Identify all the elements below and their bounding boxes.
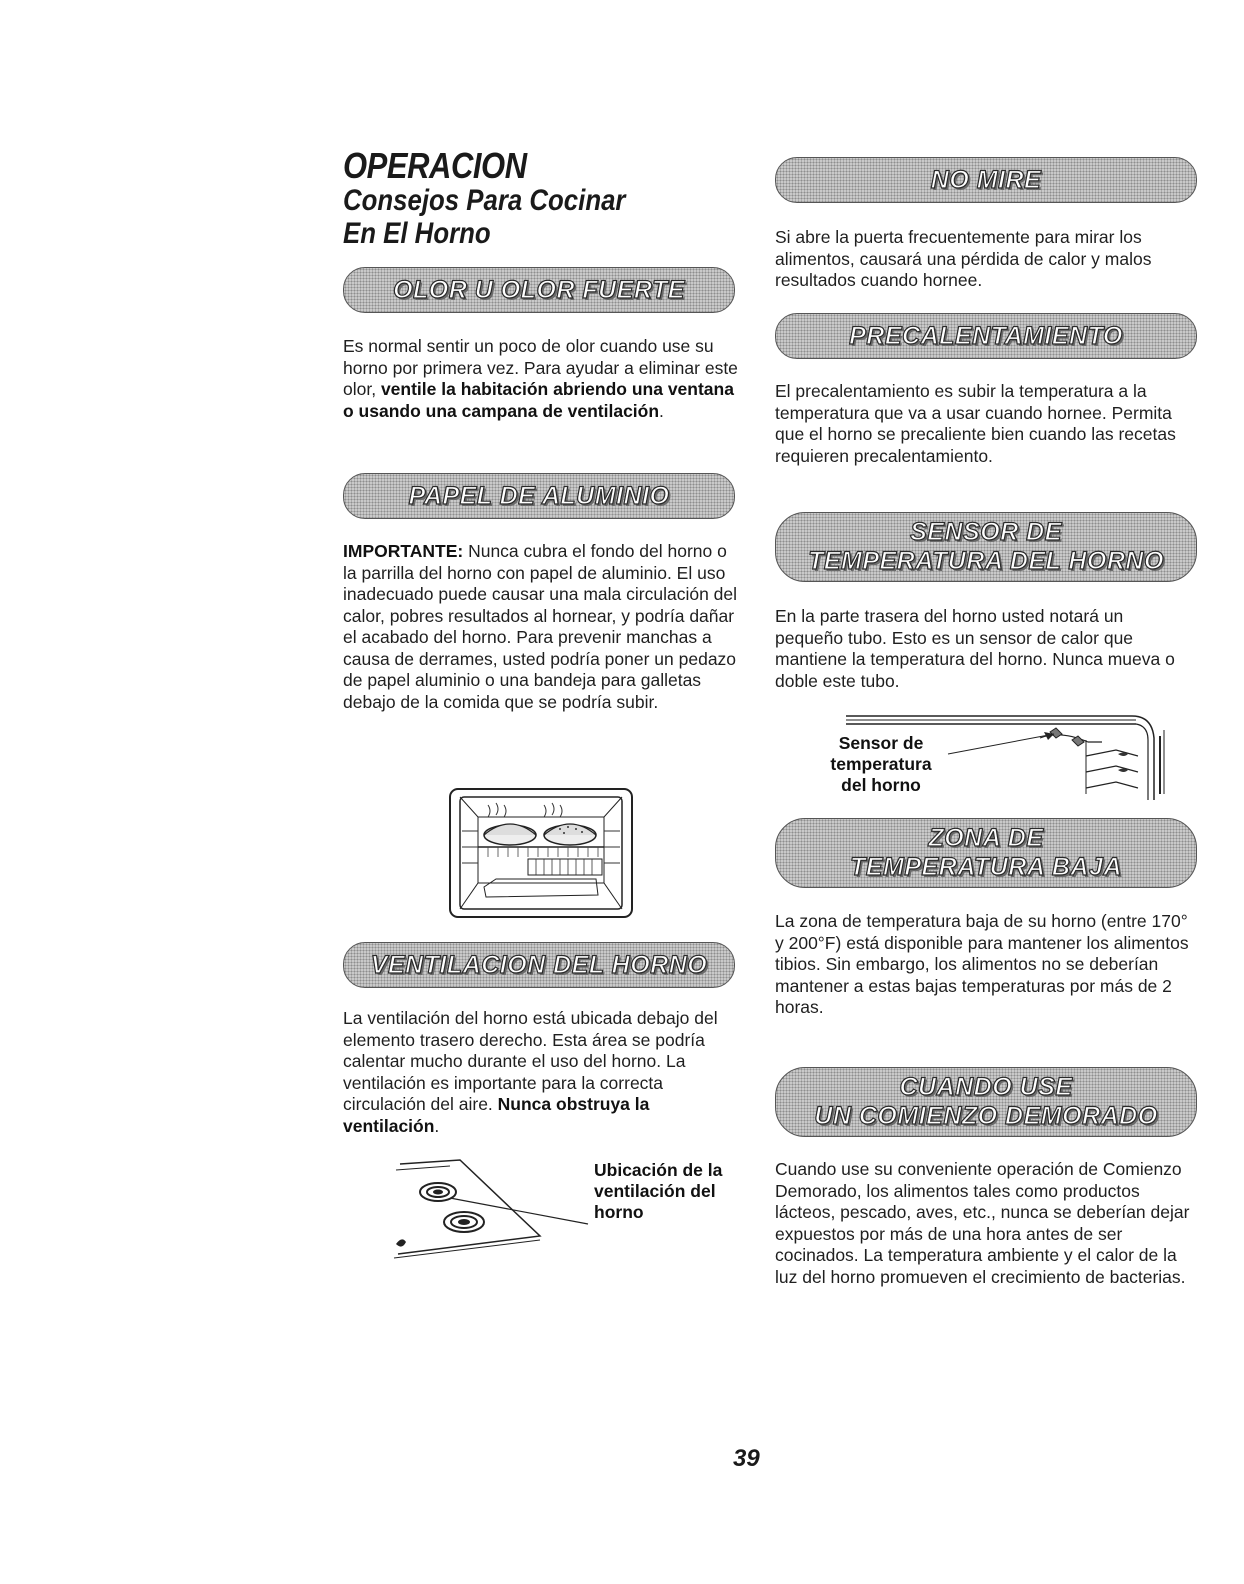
sensor-caption-line-2: temperatura [830, 754, 932, 774]
papel-text-bold: IMPORTANTE: [343, 541, 464, 561]
banner-papel-text: PAPEL DE ALUMINIO [408, 481, 670, 510]
banner-no-mire [775, 157, 1197, 203]
banner-papel [343, 473, 735, 519]
sensor-caption-line-1: Sensor de [838, 733, 924, 753]
ventilacion-text: La ventilación del horno está ubicada debajo del elemento trasero derecho. Esta área se podría calentar mucho durante el uso del horno. La ventilación es importante para la correcta circulación del aire. [343, 1008, 718, 1114]
banner-zona-line-1: ZONA DE [928, 824, 1044, 852]
banner-zona [775, 818, 1197, 888]
banner-sensor-line-2: TEMPERATURA DEL HORNO [808, 547, 1164, 575]
banner-sensor-text [808, 518, 1164, 576]
banner-comienzo-line-2: UN COMIENZO DEMORADO [814, 1102, 1158, 1130]
banner-olor-text: OLOR U OLOR FUERTE [393, 275, 685, 304]
oven-foil-illustration [448, 787, 634, 919]
page-number: 39 [733, 1445, 760, 1472]
vent-caption-line-2: ventilación del [594, 1181, 716, 1201]
page-title: OPERACION [343, 145, 527, 186]
ventilacion-text-bold: Nunca obstruya la ventilación [343, 1094, 650, 1136]
banner-sensor [775, 512, 1197, 582]
banner-comienzo-text [814, 1073, 1157, 1131]
banner-ventilacion-text: VENTILACION DEL HORNO [370, 950, 708, 979]
sensor-paragraph: En la parte trasera del horno usted notará un pequeño tubo. Esto es un sensor de calor que mantiene la temperatura del horno. Nunca mueva o doble este tubo. [775, 606, 1175, 691]
olor-text-bold: ventile la habitación abriendo una ventana o usando una campana de ventilación [343, 379, 734, 421]
subtitle-line-1: Consejos Para Cocinar [343, 184, 626, 217]
sensor-caption [816, 733, 946, 796]
banner-comienzo [775, 1067, 1197, 1137]
subtitle-line-2: En El Horno [343, 217, 491, 250]
olor-text-end: . [659, 400, 664, 421]
banner-olor [343, 267, 735, 313]
sensor-caption-line-3: del horno [841, 775, 921, 795]
vent-caption [594, 1160, 722, 1223]
vent-caption-line-1: Ubicación de la [594, 1160, 723, 1180]
banner-no-mire-text: NO MIRE [930, 165, 1042, 194]
no-mire-paragraph: Si abre la puerta frecuentemente para mirar los alimentos, causará una pérdida de calor y malos resultados cuando hornee. [775, 227, 1152, 290]
zona-paragraph: La zona de temperatura baja de su horno (entre 170° y 200°F) está disponible para mantener los alimentos tibios. Sin embargo, los alimentos no se deberían mantener a estas bajas temperaturas por más de 2 horas. [775, 911, 1189, 1017]
vent-caption-line-3: horno [594, 1202, 644, 1222]
banner-zona-line-2: TEMPERATURA BAJA [850, 853, 1122, 881]
banner-zona-text [850, 824, 1122, 882]
papel-paragraph [343, 541, 738, 713]
comienzo-paragraph: Cuando use su conveniente operación de Comienzo Demorado, los alimentos tales como productos lácteos, pescado, aves, etc., nunca se deberían dejar expuestos por más de una hora antes de ser cocinados. La temperatura ambiente y el calor de la luz del horno promueven el crecimiento de bacterias. [775, 1159, 1190, 1287]
precalentamiento-paragraph: El precalentamiento es subir la temperatura a la temperatura que va a usar cuando hornee. Permita que el horno se precaliente bien cuando las recetas requieren precalentamiento. [775, 381, 1176, 466]
olor-text: Es normal sentir un poco de olor cuando use su horno por primera vez. Para ayudar a eliminar este olor, [343, 336, 738, 399]
banner-ventilacion [343, 942, 735, 988]
ventilacion-text-end: . [434, 1115, 440, 1136]
page-subtitle [343, 184, 704, 250]
banner-sensor-line-1: SENSOR DE [910, 518, 1062, 546]
ventilacion-paragraph [343, 1008, 738, 1137]
papel-text: Nunca cubra el fondo del horno o la parrilla del horno con papel de aluminio. El uso inadecuado puede causar una mala circulación del calor, pobres resultados al hornear, y podría dañar el acabado del horno. Para prevenir manchas a causa de derrames, usted podría poner un pedazo de papel aluminio o una bandeja para galletas debajo de la comida que se podría subir. [343, 541, 738, 712]
banner-precalentamiento-text: PRECALENTAMIENTO [849, 321, 1123, 350]
banner-precalentamiento [775, 313, 1197, 359]
vent-location-illustration [390, 1156, 600, 1266]
olor-paragraph [343, 336, 738, 422]
banner-comienzo-line-1: CUANDO USE [899, 1073, 1073, 1101]
